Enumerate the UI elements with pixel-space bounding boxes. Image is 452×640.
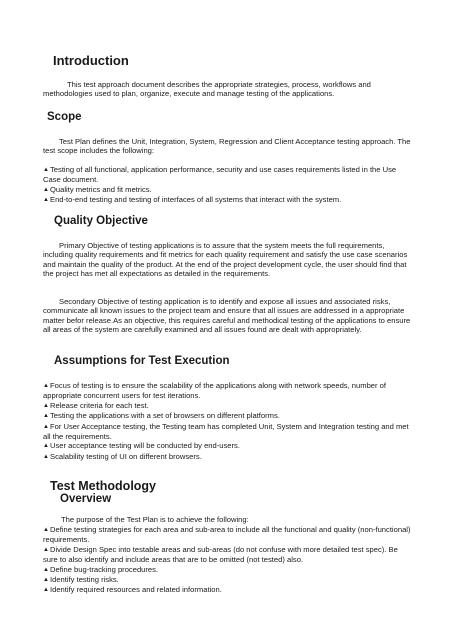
scope-heading: Scope xyxy=(47,111,82,123)
bullet-icon: ▲ xyxy=(43,443,49,450)
bullet-icon: ▲ xyxy=(43,546,49,553)
list-item: ▲Define testing strategies for each area and sub-area to include all the functional and quality (non-functional) requirements. xyxy=(43,525,411,545)
list-item: ▲Testing the applications with a set of browsers on different platforms. xyxy=(43,411,280,421)
methodology-list xyxy=(43,525,413,596)
bullet-icon: ▲ xyxy=(43,587,49,594)
quality-paragraph-primary: Primary Objective of testing applications is to assure that the system meets the full requirements, including quality requirements and fit metrics for each quality requirement and satisfy the use case scenarios and maintain the quality of the product. At the end of the project development cycle, the user should find that the project has met all expectations as detailed in the requirements. xyxy=(43,241,408,279)
scope-list xyxy=(43,165,413,206)
quality-paragraph-secondary: Secondary Objective of testing application is to identify and expose all issues and associated risks, communicate all known issues to the project team and ensure that all issues are addressed in a appropriate matter befor release.As an objective, this requires careful and methodical testing of the applications to ensure all areas of the system are carefully examined and all issues found are dealt with appropriately. xyxy=(43,297,411,335)
list-item: ▲Quality metrics and fit metrics. xyxy=(43,184,152,194)
bullet-icon: ▲ xyxy=(43,577,49,584)
quality-objective-heading: Quality Objective xyxy=(54,215,148,227)
introduction-heading: Introduction xyxy=(53,53,129,68)
bullet-icon: ▲ xyxy=(43,167,49,173)
list-item: ▲User acceptance testing will be conducted by end-users. xyxy=(43,441,240,451)
bullet-icon: ▲ xyxy=(43,527,49,533)
bullet-icon: ▲ xyxy=(43,383,49,389)
bullet-icon: ▲ xyxy=(43,423,49,430)
list-item: ▲Identify testing risks. xyxy=(43,575,119,585)
assumptions-heading: Assumptions for Test Execution xyxy=(54,355,230,367)
overview-subheading: Overview xyxy=(60,493,112,505)
list-item: ▲Identify required resources and related information. xyxy=(43,585,222,595)
list-item: ▲Release criteria for each test. xyxy=(43,400,149,410)
test-methodology-heading: Test Methodology xyxy=(50,479,157,493)
bullet-icon: ▲ xyxy=(43,186,49,193)
list-item: ▲Divide Design Spec into testable areas and sub-areas (do not confuse with more detailed test spec). Be sure to also identify and include areas that are to be omitted (not tested) also. xyxy=(43,544,398,565)
scope-paragraph: Test Plan defines the Unit, Integration, System, Regression and Client Acceptance testing approach. The test scope includes the following: xyxy=(43,137,411,156)
list-item: ▲For User Acceptance testing, the Testing team has completed Unit, System and Integration testing and met all the requirements. xyxy=(43,421,409,442)
introduction-paragraph: This test approach document describes the appropriate strategies, process, workflows and methodologies used to plan, organize, execute and manage testing of the applications. xyxy=(43,80,371,99)
methodology-paragraph: The purpose of the Test Plan is to achieve the following: xyxy=(61,515,249,524)
list-item: ▲Testing of all functional, application performance, security and use cases requirements listed in the Use Case document. xyxy=(43,165,397,185)
bullet-icon: ▲ xyxy=(43,566,49,573)
bullet-icon: ▲ xyxy=(43,197,49,204)
list-item: ▲End-to-end testing and testing of interfaces of all systems that interact with the system. xyxy=(43,195,342,205)
list-item: ▲Scalability testing of UI on different browsers. xyxy=(43,451,202,461)
assumptions-list xyxy=(43,381,413,462)
bullet-icon: ▲ xyxy=(43,402,49,409)
list-item: ▲Focus of testing is to ensure the scalability of the applications along with network speeds, number of appropriate concurrent users for test iterations. xyxy=(43,381,386,401)
list-item: ▲Define bug-tracking procedures. xyxy=(43,564,159,574)
bullet-icon: ▲ xyxy=(43,453,49,460)
bullet-icon: ▲ xyxy=(43,413,49,420)
